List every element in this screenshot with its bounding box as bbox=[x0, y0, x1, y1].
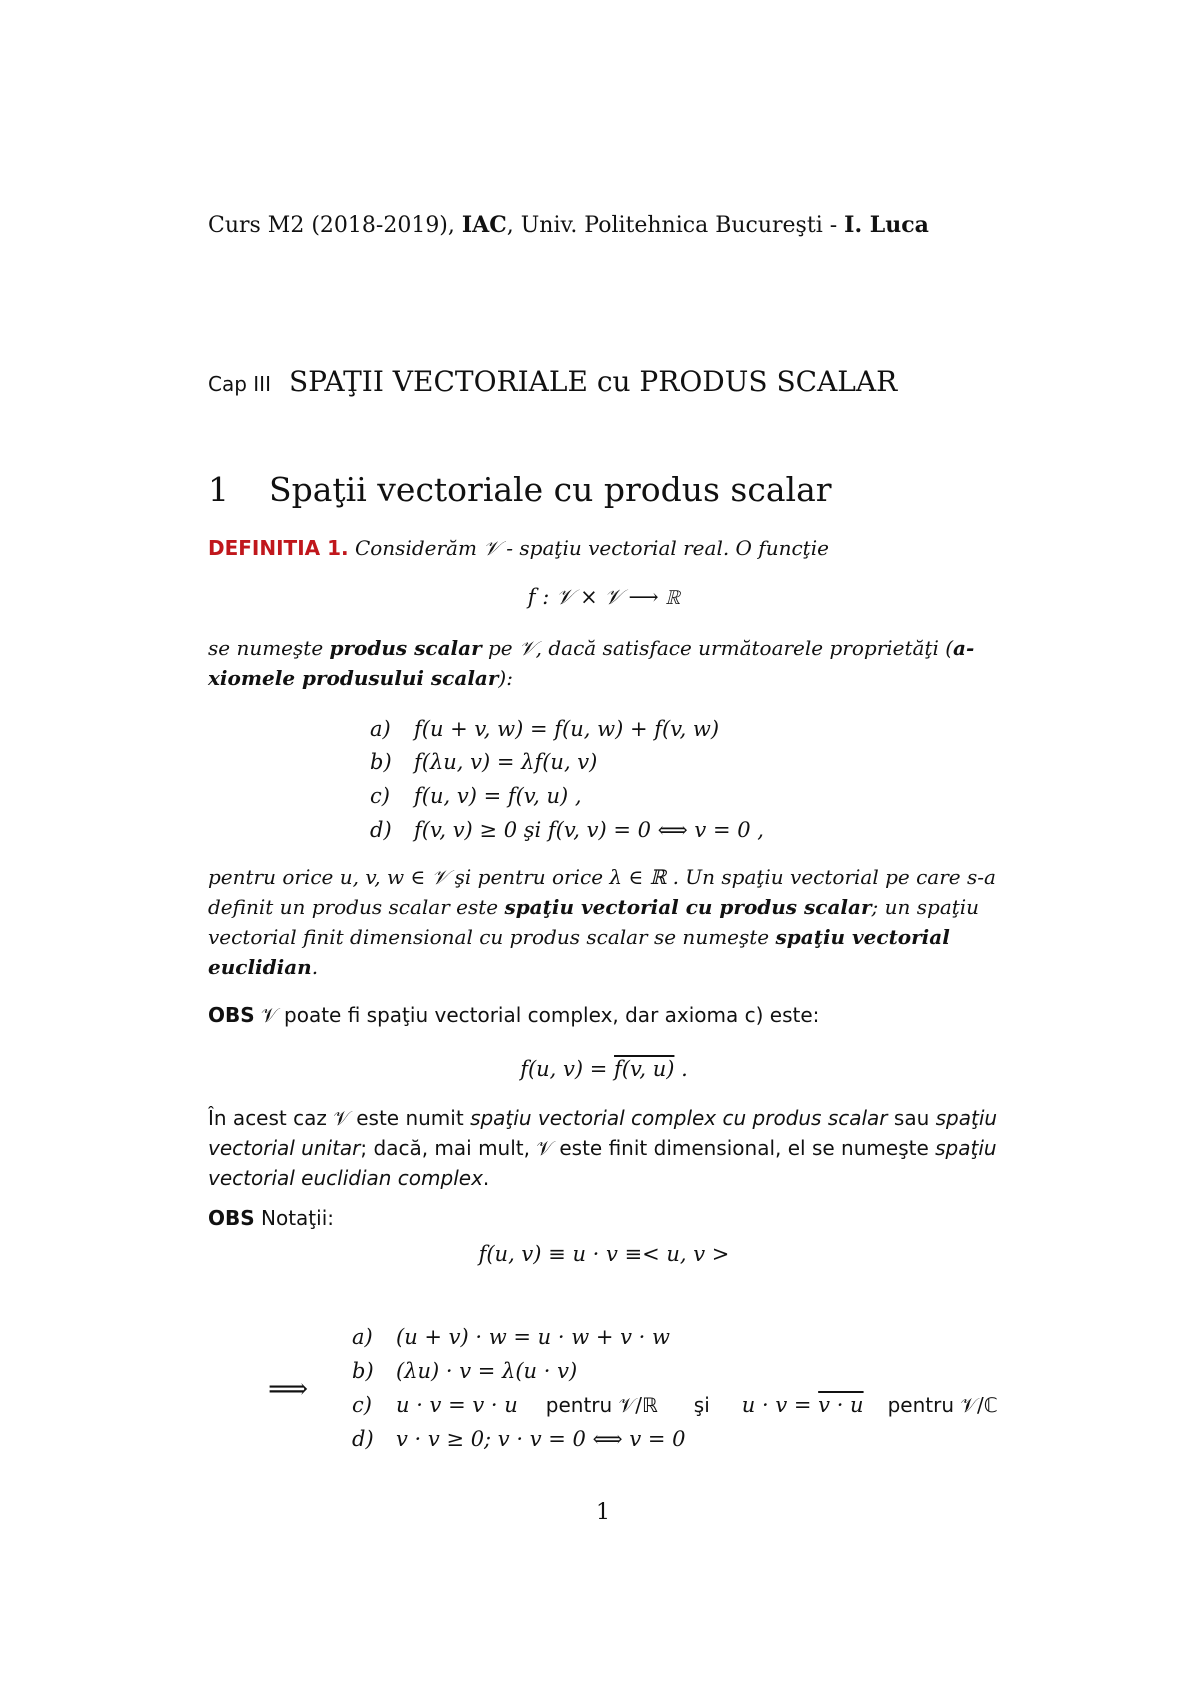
implication-d bbox=[352, 1427, 686, 1451]
item-note-complex: pentru 𝒱/ℂ bbox=[887, 1393, 998, 1417]
formula-end: . bbox=[674, 1057, 688, 1081]
definition-axioms-term: a-xiomele produsului scalar bbox=[208, 636, 975, 690]
item-formula: (λu) · v = λ(u · v) bbox=[396, 1359, 578, 1383]
axiom-label: c) bbox=[370, 784, 390, 808]
formula-conjugate: f(v, u) bbox=[614, 1057, 675, 1081]
item-label: b) bbox=[352, 1359, 374, 1383]
obs-1 bbox=[208, 1000, 1000, 1030]
closing-term-1: spaţiu vectorial cu produs scalar bbox=[504, 895, 872, 919]
para-text-e: ; dacă, mai mult, 𝒱 este finit dimensional, el se numeşte bbox=[360, 1136, 936, 1160]
para-text-a: În acest caz 𝒱 este numit bbox=[208, 1106, 471, 1130]
definition-intro-text: Considerăm 𝒱 - spaţiu vectorial real. O funcţie bbox=[348, 536, 829, 560]
definition-term: produs scalar bbox=[329, 636, 482, 660]
page-header bbox=[208, 212, 929, 238]
definition-map: f : 𝒱 × 𝒱 ⟶ ℝ bbox=[527, 585, 681, 609]
page-number: 1 bbox=[596, 1500, 610, 1525]
axiom-label: b) bbox=[370, 750, 392, 774]
item-formula: v · v ≥ 0; v · v = 0 ⟺ v = 0 bbox=[396, 1427, 686, 1451]
para-term-2: spaţiu vectorial unitar bbox=[208, 1106, 998, 1160]
axiom-formula: f(u + v, w) = f(u, w) + f(v, w) bbox=[414, 717, 720, 741]
obs-text: 𝒱 poate fi spaţiu vectorial complex, dar axioma c) este: bbox=[254, 1003, 820, 1027]
closing-text-e: . bbox=[311, 955, 319, 979]
para-text-c: sau bbox=[887, 1106, 936, 1130]
item-note-real: pentru 𝒱/ℝ bbox=[545, 1393, 658, 1417]
implies-arrow: ⟹ bbox=[268, 1372, 309, 1405]
obs-1-formula bbox=[208, 1057, 1000, 1081]
axiom-label: a) bbox=[370, 717, 391, 741]
axiom-b bbox=[370, 750, 597, 774]
closing-text-c: ; un spaţiu vectorial finit dimensional cu produs scalar se numeşte bbox=[208, 895, 980, 949]
obs-2 bbox=[208, 1203, 1000, 1233]
para-term-1: spaţiu vectorial complex cu produs scalar bbox=[470, 1106, 888, 1130]
item-and: şi bbox=[693, 1393, 710, 1417]
axiom-label: d) bbox=[370, 818, 392, 842]
item-formula: (u + v) · w = u · w + v · w bbox=[396, 1325, 671, 1349]
definition-closing bbox=[208, 862, 1000, 982]
item-label: a) bbox=[352, 1325, 373, 1349]
formula-left: f(u, v) = bbox=[520, 1057, 615, 1081]
obs-2-formula: f(u, v) ≡ u · v ≡< u, v > bbox=[478, 1242, 730, 1266]
axiom-d bbox=[370, 818, 764, 842]
definition-text-c: pe 𝒱, dacă satisface următoarele proprietăţi ( bbox=[481, 636, 954, 660]
para-term-3: spaţiu vectorial euclidian complex bbox=[208, 1136, 997, 1190]
definition-text-a: se numeşte bbox=[208, 636, 330, 660]
item-formula-conjugate: v · u bbox=[818, 1393, 864, 1417]
obs-text: Notaţii: bbox=[254, 1206, 335, 1230]
implication-c bbox=[352, 1393, 998, 1417]
chapter-number: Cap III bbox=[208, 372, 271, 396]
axiom-formula: f(λu, v) = λf(u, v) bbox=[414, 750, 598, 774]
chapter-title bbox=[208, 365, 897, 398]
header-author: I. Luca bbox=[844, 212, 929, 238]
section-number: 1 bbox=[208, 470, 229, 509]
implication-b bbox=[352, 1359, 577, 1383]
section-title: Spaţii vectoriale cu produs scalar bbox=[269, 470, 832, 509]
header-course: Curs M2 (2018-2019), bbox=[208, 213, 462, 238]
definition-label: DEFINITIA 1. bbox=[208, 536, 349, 560]
item-formula-complex: u · v = bbox=[741, 1393, 819, 1417]
header-iac: IAC bbox=[461, 212, 507, 238]
axiom-a bbox=[370, 717, 719, 741]
definition-body bbox=[208, 633, 1000, 693]
section-heading bbox=[208, 470, 832, 509]
implication-a bbox=[352, 1325, 670, 1349]
closing-term-2: spaţiu vectorial euclidian bbox=[208, 925, 950, 979]
item-label: d) bbox=[352, 1427, 374, 1451]
axiom-formula: f(u, v) = f(v, u) , bbox=[414, 784, 582, 808]
paragraph-complex bbox=[208, 1103, 1000, 1193]
axiom-c bbox=[370, 784, 582, 808]
chapter-title-text: SPAŢII VECTORIALE cu PRODUS SCALAR bbox=[288, 365, 898, 398]
closing-text-a: pentru orice u, v, w ∈ 𝒱 şi pentru orice λ ∈ ℝ . Un spaţiu vectorial pe care s-a definit un produs scalar este bbox=[208, 865, 996, 919]
header-univ: , Univ. Politehnica Bucureşti - bbox=[506, 213, 845, 238]
axiom-formula: f(v, v) ≥ 0 şi f(v, v) = 0 ⟺ v = 0 , bbox=[414, 818, 764, 842]
item-formula: u · v = v · u bbox=[396, 1393, 518, 1417]
definition-intro bbox=[208, 533, 1000, 563]
item-label: c) bbox=[352, 1393, 372, 1417]
obs-label: OBS bbox=[208, 1003, 255, 1027]
definition-text-e: ): bbox=[498, 666, 513, 690]
para-text-g: . bbox=[482, 1166, 490, 1190]
obs-label: OBS bbox=[208, 1206, 255, 1230]
